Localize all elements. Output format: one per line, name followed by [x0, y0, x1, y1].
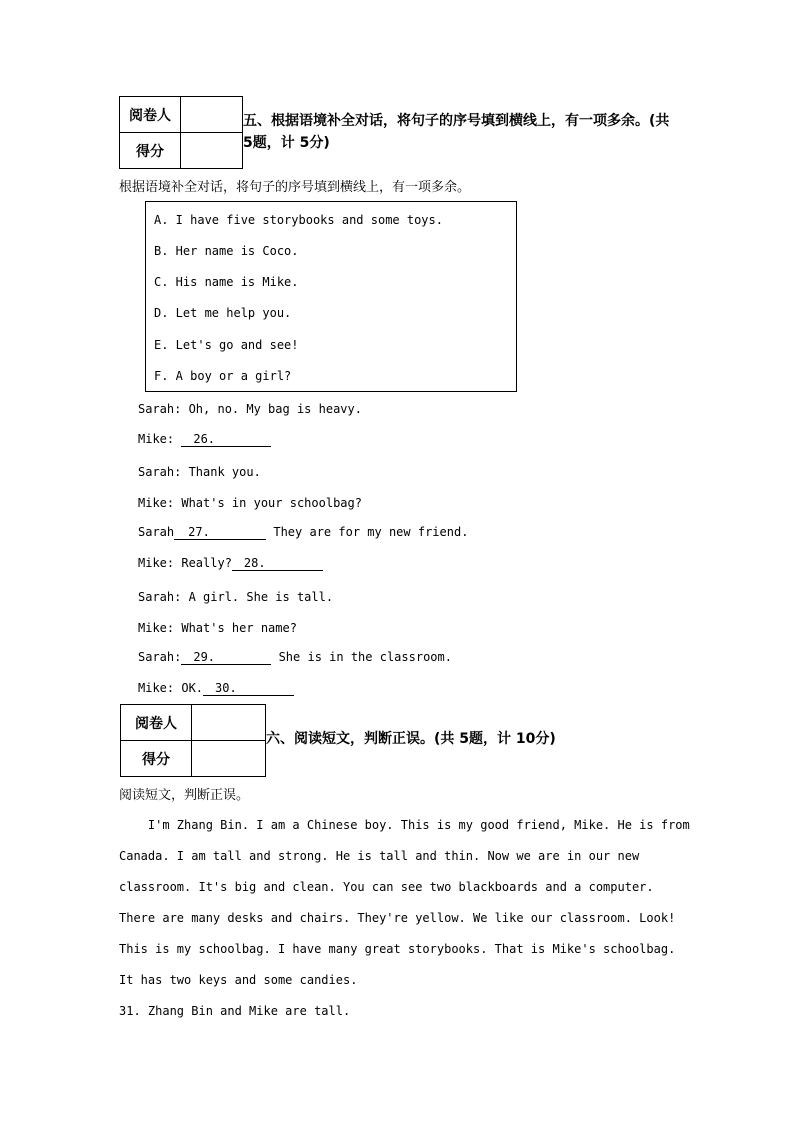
- option-a: A. I have five storybooks and some toys.: [154, 213, 443, 227]
- dialogue-line-1: Sarah: Oh, no. My bag is heavy.: [138, 402, 362, 416]
- dialogue-line-2: [138, 432, 271, 447]
- score-cell[interactable]: [192, 741, 266, 777]
- dialogue-line-6: [138, 556, 323, 571]
- option-b: B. Her name is Coco.: [154, 244, 299, 258]
- passage-line-2: Canada. I am tall and strong. He is tall and thin. Now we are in our new: [119, 849, 640, 863]
- reviewer-label: 阅卷人: [120, 97, 181, 133]
- dialogue-text: They are for my new friend.: [266, 525, 469, 539]
- blank-number: 30.: [215, 681, 237, 695]
- answer-blank-28[interactable]: [232, 556, 323, 571]
- option-f: F. A boy or a girl?: [154, 369, 292, 383]
- speaker: Mike: Really?: [138, 556, 232, 570]
- section5-instruction: 根据语境补全对话，将句子的序号填到横线上，有一项多余。: [119, 180, 471, 195]
- dialogue-line-10: [138, 681, 294, 696]
- answer-blank-29[interactable]: [181, 650, 271, 665]
- dialogue-line-5: [138, 525, 468, 540]
- blank-number: 28.: [243, 556, 266, 570]
- passage-line-3: classroom. It's big and clean. You can see two blackboards and a computer.: [119, 880, 654, 894]
- answer-blank-26[interactable]: [181, 432, 271, 447]
- passage-line-6: It has two keys and some candies.: [119, 973, 358, 987]
- dialogue-line-7: Sarah: A girl. She is tall.: [138, 590, 334, 604]
- score-cell[interactable]: [181, 133, 243, 169]
- answer-blank-30[interactable]: [203, 681, 294, 696]
- option-d: D. Let me help you.: [154, 306, 292, 320]
- speaker: Sarah:: [138, 650, 182, 664]
- score-table-section6: [120, 704, 266, 777]
- section6-title: 六、阅读短文，判断正误。(共 5题，计 10分): [266, 731, 556, 747]
- dialogue-line-9: [138, 650, 452, 665]
- speaker: Mike: OK.: [138, 681, 204, 695]
- option-e: E. Let's go and see!: [154, 338, 299, 352]
- section5-title: [243, 110, 683, 154]
- score-label: 得分: [120, 133, 181, 169]
- answer-blank-27[interactable]: [174, 525, 266, 540]
- score-table-section5: [119, 96, 243, 169]
- reviewer-cell[interactable]: [181, 97, 243, 133]
- passage-line-4: There are many desks and chairs. They're yellow. We like our classroom. Look!: [119, 911, 676, 925]
- reviewer-cell[interactable]: [192, 705, 266, 741]
- section6-instruction: 阅读短文，判断正误。: [119, 788, 250, 803]
- dialogue-text: She is in the classroom.: [271, 650, 452, 664]
- reviewer-label: 阅卷人: [121, 705, 192, 741]
- score-label: 得分: [121, 741, 192, 777]
- options-box: [145, 201, 517, 392]
- section5-title-line2: 5题，计 5分): [243, 135, 330, 151]
- blank-number: 29.: [193, 650, 216, 664]
- dialogue-line-3: Sarah: Thank you.: [138, 465, 261, 479]
- blank-number: 26.: [193, 432, 216, 446]
- speaker: Sarah: [138, 525, 175, 539]
- passage-line-1: I'm Zhang Bin. I am a Chinese boy. This is my good friend, Mike. He is from: [119, 818, 690, 832]
- dialogue-line-4: Mike: What's in your schoolbag?: [138, 496, 362, 510]
- section5-title-line1: 五、根据语境补全对话，将句子的序号填到横线上，有一项多余。(共: [243, 113, 670, 129]
- question-31: 31. Zhang Bin and Mike are tall.: [119, 1004, 351, 1018]
- option-c: C. His name is Mike.: [154, 275, 299, 289]
- blank-number: 27.: [188, 525, 210, 539]
- passage-line-5: This is my schoolbag. I have many great storybooks. That is Mike's schoolbag.: [119, 942, 676, 956]
- speaker: Mike:: [138, 432, 182, 446]
- dialogue-line-8: Mike: What's her name?: [138, 621, 297, 635]
